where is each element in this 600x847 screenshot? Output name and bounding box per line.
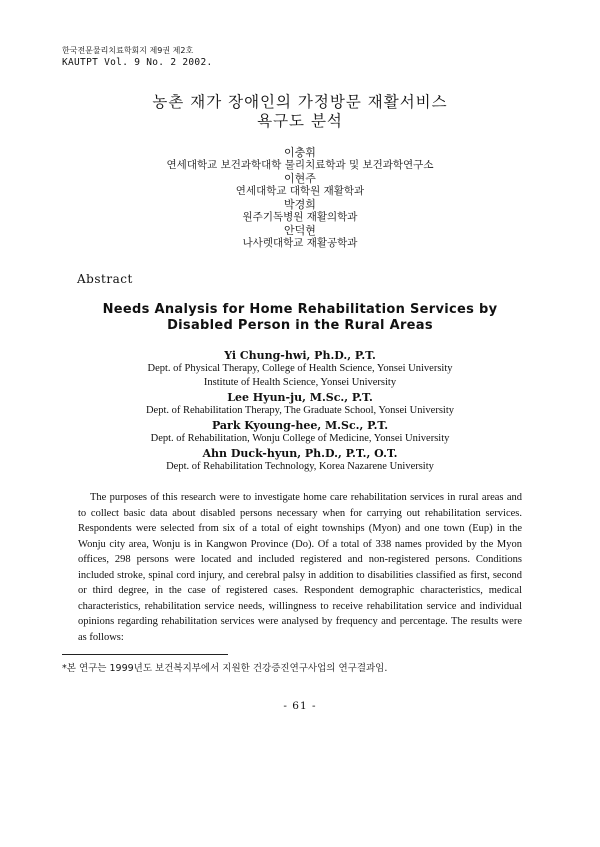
korean-author-affiliation: 연세대학교 대학원 재활학과 [235,185,365,197]
english-author-name: Park Kyoung-hee, M.Sc., P.T. [211,419,389,432]
korean-title-line-2: 욕구도 분석 [257,112,343,130]
page-number: - 61 - [283,700,317,712]
english-author-name: Lee Hyun-ju, M.Sc., P.T. [227,391,373,404]
english-title-line-1: Needs Analysis for Home Rehabilitation Services by [102,302,498,317]
korean-author-affiliation: 연세대학교 보건과학대학 물리치료학과 및 보건과학연구소 [166,159,434,171]
english-title-line-2: Disabled Person in the Rural Areas [167,318,433,333]
korean-author-name: 박경희 [284,198,316,211]
journal-name-korean: 한국전문물리치료학회지 제9권 제2호 [62,46,194,55]
korean-author-affiliation: 원주기독병원 재활의학과 [242,211,358,223]
english-author-name: Yi Chung-hwi, Ph.D., P.T. [224,349,376,362]
footnote: *본 연구는 1999년도 보건복지부에서 지원한 건강증진연구사업의 연구결과임. [62,663,388,674]
abstract-body: The purposes of this research were to investigate home care rehabilitation services in rural areas and to collect basic data about disabled persons necessary when for carrying out rehabilitation services. Respondents were selected from six of a total of eight townships (Myon) and one town (Eup) in the Wonju city area, Wonju is in Kangwon Province (Do). Of a total of 338 names provided by the Myon offices, 298 persons were located and included registered and non-registered persons. Conditions included stroke, spinal cord injury, and cerebral palsy in addition to disabilities classified as first, second or third degree, in the case of registered cases. Respondent demographic characteristics, medical characteristics, rehabilitation service needs, willingness to receive rehabilitation service and individual opinions regarding rehabilitation services were analysed by frequency and percentage. The results were as follows: [78,492,522,643]
korean-author-name: 이충휘 [284,146,316,159]
english-author-affiliation: Dept. of Rehabilitation Therapy, The Graduate School, Yonsei University [145,405,455,416]
korean-title-line-1: 농촌 재가 장애인의 가정방문 재활서비스 [152,93,448,111]
korean-author-name: 안덕현 [284,224,316,237]
abstract-heading: Abstract [77,272,133,286]
english-author-affiliation: Dept. of Rehabilitation, Wonju College of Medicine, Yonsei University [150,433,450,444]
english-author-affiliation: Dept. of Rehabilitation Technology, Korea Nazarene University [166,461,434,472]
english-author-affiliation: Institute of Health Science, Yonsei University [203,377,397,388]
footnote-rule [62,654,228,655]
korean-author-name: 이현주 [284,172,316,185]
korean-author-affiliation: 나사렛대학교 재활공학과 [242,237,358,249]
english-author-name: Ahn Duck-hyun, Ph.D., P.T., O.T. [202,447,398,460]
english-author-affiliation: Dept. of Physical Therapy, College of Health Science, Yonsei University [147,363,453,374]
journal-citation: KAUTPT Vol. 9 No. 2 2002. [62,57,213,68]
